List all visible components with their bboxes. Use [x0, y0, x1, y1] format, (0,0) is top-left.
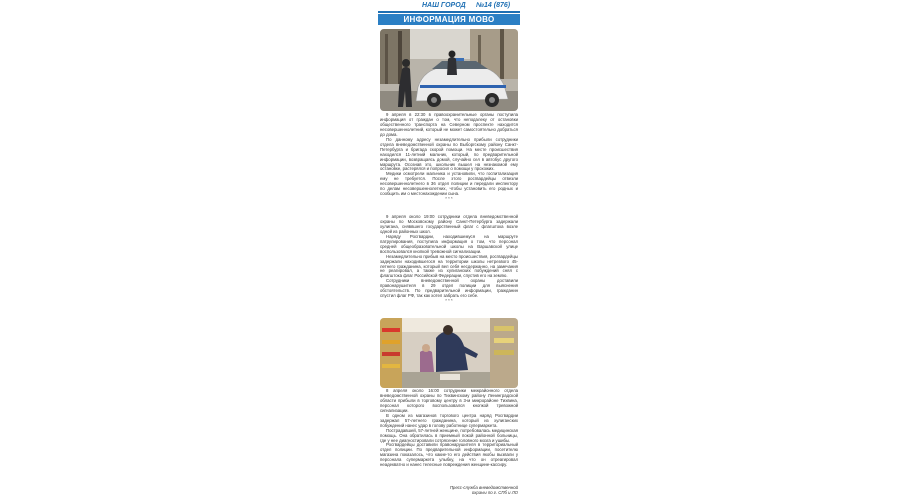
- separator: * * *: [445, 298, 453, 304]
- press-service-signature: [380, 485, 518, 495]
- story-3-paragraph: 8 апреля около 16:00 сотрудники межрайонного отдела вневедомственной охраны по Тихвинскому району Ленинградской области прибыли в торговому центру в 3-м микрорайоне Тихвина, персонал которого воспользовался кнопкой тревожной сигнализации.: [380, 388, 518, 413]
- masthead: [378, 2, 520, 13]
- signature-line: охраны по г. СПб и ЛО: [471, 490, 518, 495]
- story-3-paragraph: Росгвардейцы доставили правонарушителя в территориальный отдел полиции. По предварительной информации, посетителю магазина показалось, что какие-то его действия якобы вызвали у персонала супермаркета улыбку, на что он отреагировал неадекватно и нанес телесные повреждения женщине-кассиру.: [380, 442, 518, 468]
- story-1-paragraph: 9 апреля в 22:30 в правоохранительные органы поступила информация от граждан о том, что неподалеку от остановки общественного транспорта на Северном проспекте находится несовершеннолетний, который не может самостоятельно добраться до дома.: [380, 112, 518, 137]
- paper-name: НАШ ГОРОД: [422, 2, 466, 9]
- story-2-paragraph: Наряду Росгвардии, находившемуся на маршруте патрулирования, поступила информация о том, что персонал средней общеобразовательной школы на Варшавской улице воспользовался кнопкой тревожной сигнализации.: [380, 233, 518, 254]
- photo-supermarket: [380, 318, 518, 388]
- issue-number: №14 (876): [476, 2, 511, 9]
- photo-supermarket-image: [380, 318, 518, 388]
- signature-line: Пресс-служба вневедомственной: [449, 485, 518, 490]
- story-3-paragraph: В одном из магазинов торгового центра наряд Росгвардии задержал 57-летнего гражданина, который из хулиганских побуждений нанес удар в голову работнице супермаркета.: [380, 412, 518, 428]
- photo-police-car: [380, 29, 518, 111]
- story-3-paragraph: Пострадавшей, 57-летней женщине, потребовалась медицинская помощь. Она обратилась в приемный покой районной больницы, где у нее диагностировали сотрясение головного мозга и ушибы.: [380, 427, 518, 443]
- story-1-paragraph: Медики осмотрели мальчика и установили, что госпитализация ему не требуется. После этого росгвардейцы отвезли несовершеннолетнего в 36 отдел полиции и передали инспектору по делам несовершеннолетних, чтобы установить его родных и сообщить им о местонахождении сына.: [380, 171, 518, 197]
- story-2-paragraph: Незамедлительно прибыв на место происшествия, росгвардейцы задержали находившегося на территории школы нетрезвого 45-летнего гражданина, который вел себя несдержанно, на замечания не реагировал, а также из хулиганских побуждений снял с флагштока флаг Российской Федерации, спустив его на землю.: [380, 253, 518, 279]
- story-1: [380, 113, 518, 201]
- separator: * * *: [445, 196, 453, 202]
- story-3: [380, 389, 518, 468]
- story-2: [380, 215, 518, 303]
- story-1-paragraph: По данному адресу незамедлительно прибыли сотрудники отдела вневедомственной охраны по Выборгскому району Санкт-Петербурга и бригада скорой помощи. На месте происшествия находился 11-летний мальчик, который, по предварительной информации, возвращаясь домой, случайно сел в автобус другого маршрута. Осознав это, школьник вышел на незнакомой ему остановке, растерялся и попросил о помощи у прохожих.: [380, 136, 518, 172]
- photo-police-car-image: [380, 29, 518, 111]
- story-2-paragraph: Сотрудники вневедомственной охраны доставили правонарушителя в 29 отдел полиции для выяснения обстоятельств. По предварительной информации, гражданин спустил флаг РФ, так как хотел забрать его себе.: [380, 278, 518, 299]
- story-2-paragraph: 9 апреля около 19:00 сотрудники отдела вневедомственной охраны по Московскому району Санкт-Петербурга задержали хулигана, сняввшего государственный флаг с флагштока возле одной из районных школ.: [380, 214, 518, 234]
- newspaper-page: [378, 0, 520, 500]
- rubric-banner: ИНФОРМАЦИЯ МОВО: [378, 14, 520, 25]
